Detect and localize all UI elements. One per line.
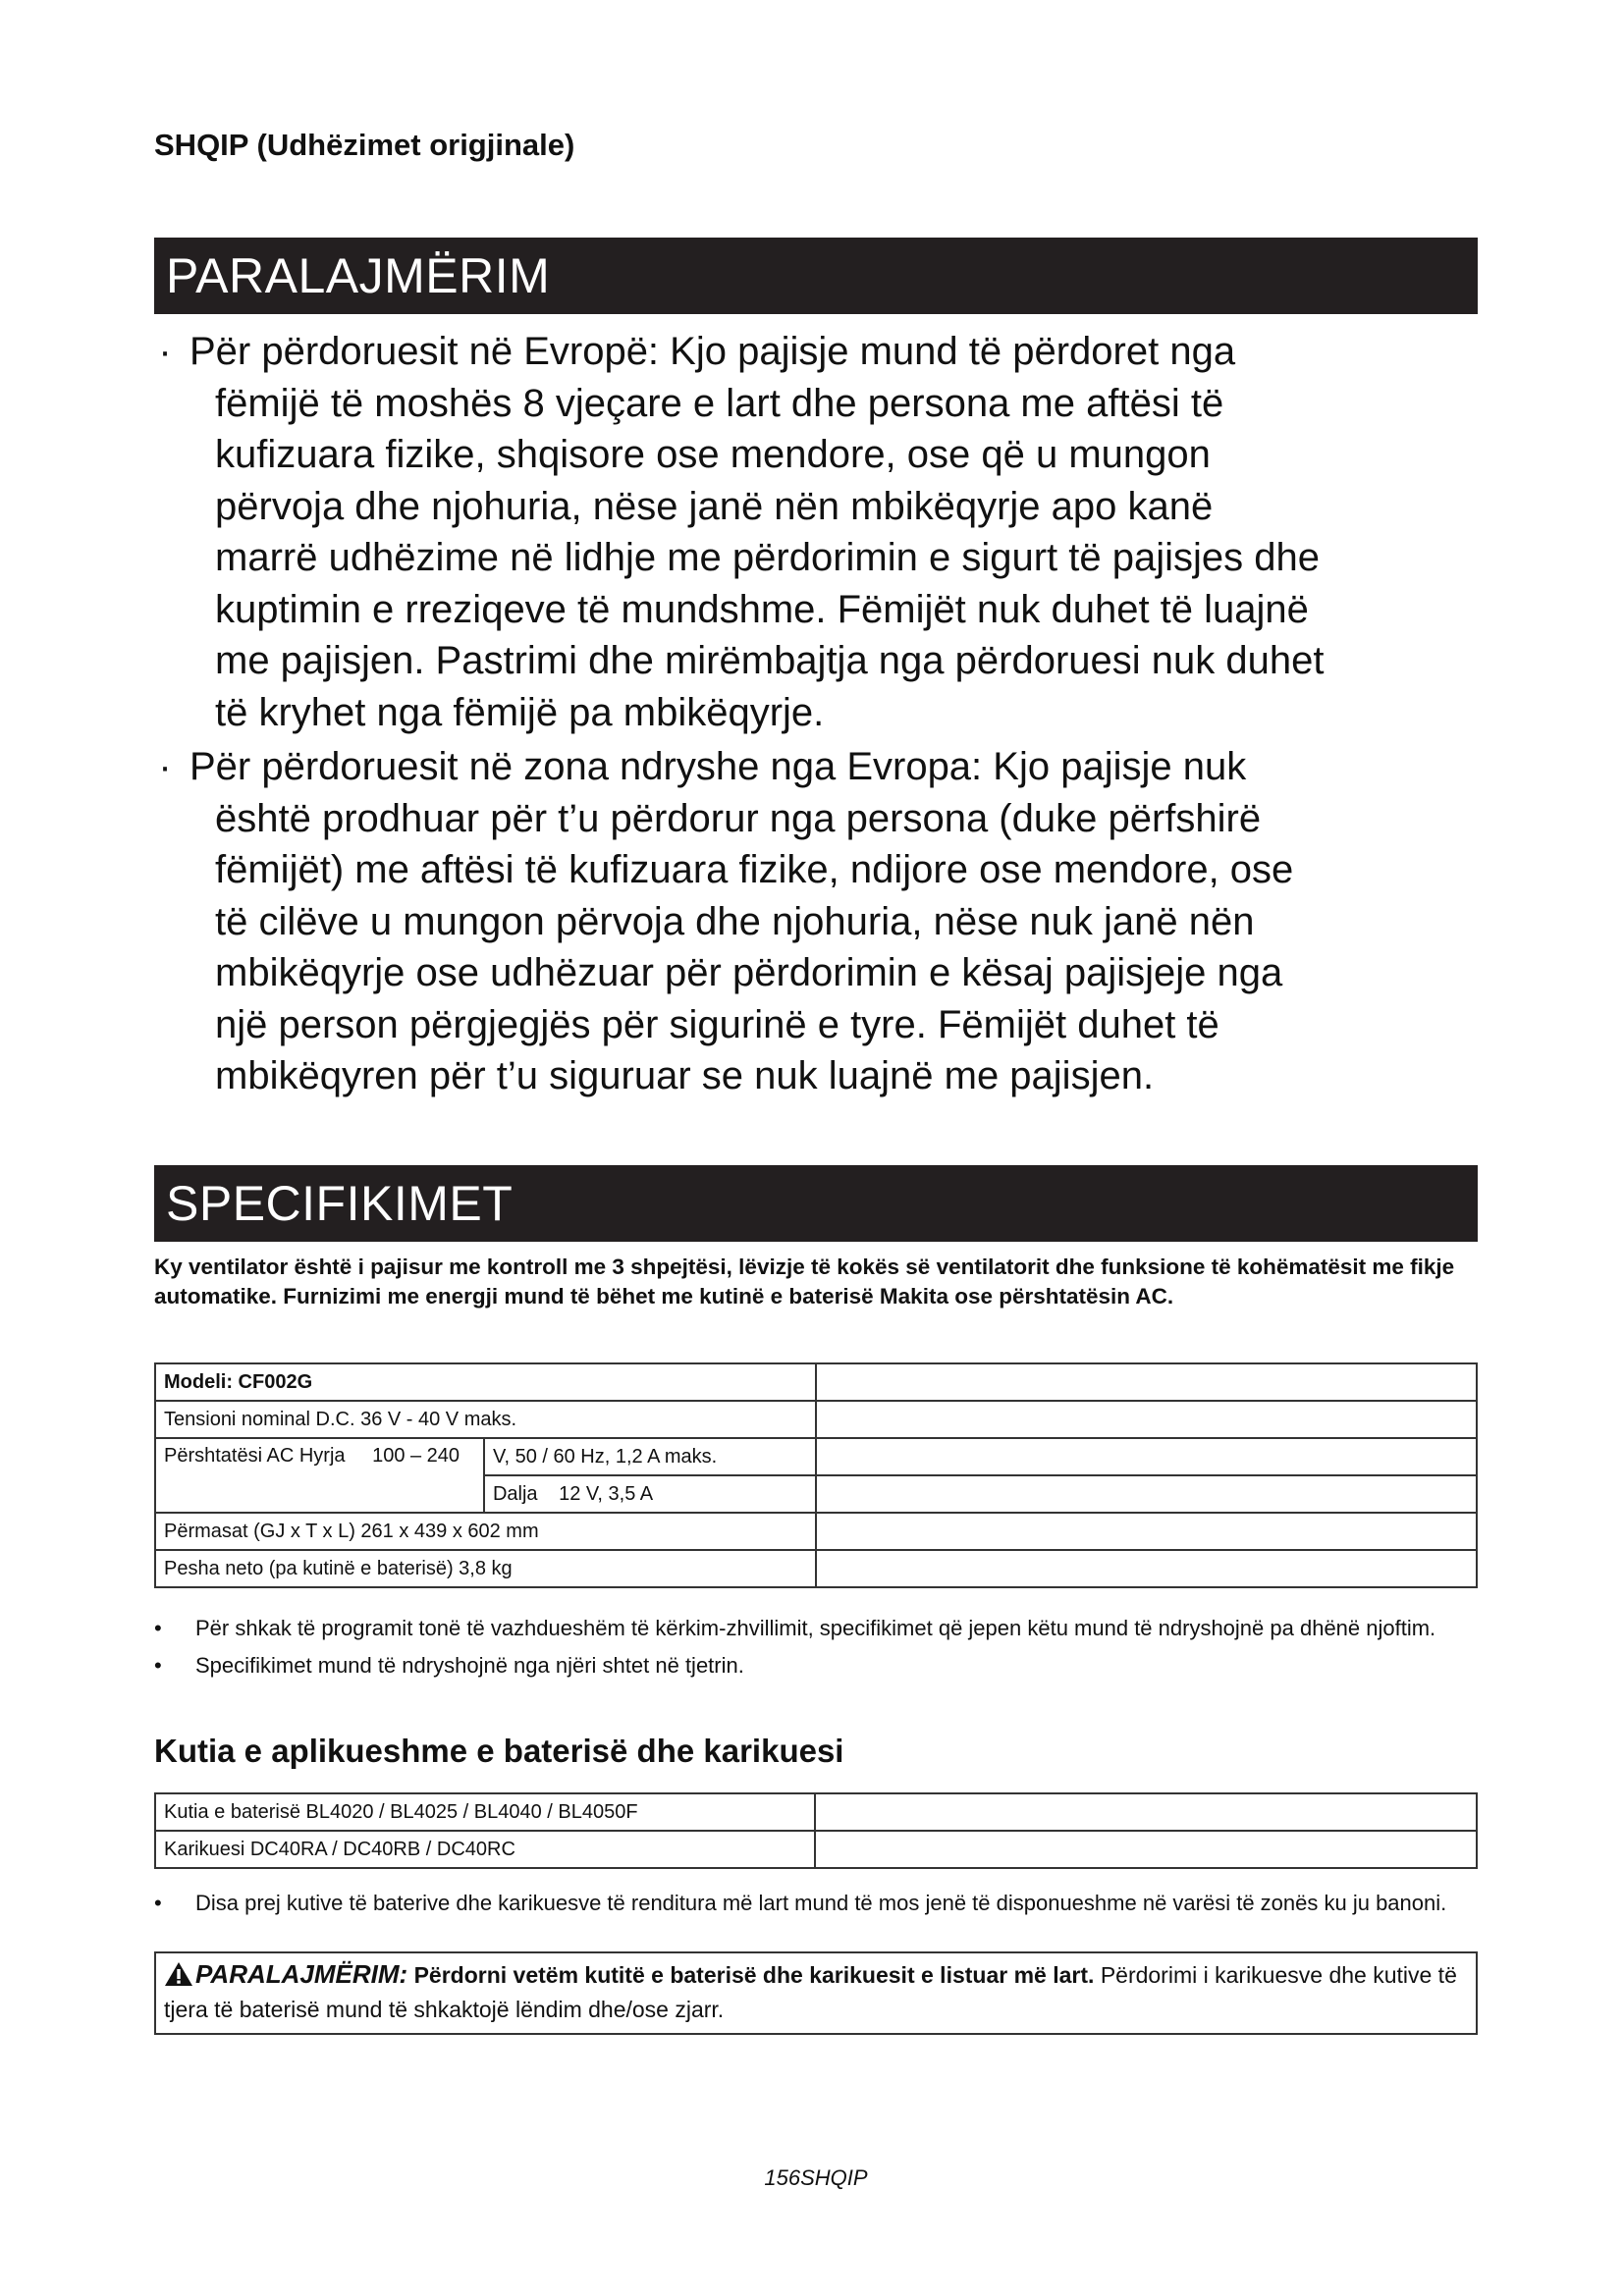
table-row [155, 1401, 1477, 1438]
model-cell: Modeli: CF002G [155, 1363, 816, 1401]
warning-line: një person përgjegjës për sigurinë e tyre. Fëmijët duhet të [215, 1002, 1219, 1046]
bullet: · [158, 330, 172, 373]
adapter-output-cell [484, 1475, 816, 1513]
note-text: Specifikimet mund të ndryshojnë nga njëri shtet në tjetrin. [195, 1653, 744, 1678]
battery-table [154, 1792, 1478, 1869]
warning-item-europe [154, 326, 1478, 738]
warning-text: Përdorimi i karikuesve dhe kutive të tjera të baterisë mund të shkaktojë lëndim dhe/ose zjarr. [164, 1962, 1457, 2022]
spec-notes [154, 1614, 1478, 1688]
adapter-input-a: 100 – 240 [372, 1445, 460, 1467]
warning-line: përvoja dhe njohuria, nëse janë nën mbikëqyrje apo kanë [215, 484, 1214, 528]
note-text: Për shkak të programit tonë të vazhdueshëm të kërkim-zhvillimit, specifikimet që jepen këtu mund të ndryshojnë pa dhënë njoftim. [195, 1616, 1436, 1640]
warning-line: është prodhuar për t’u përdorur nga persona (duke përfshirë [215, 796, 1262, 840]
warning-line: të cilëve u mungon përvoja dhe njohuria, nëse nuk janë nën [215, 899, 1255, 943]
warning-list [154, 326, 1478, 1102]
voltage-cell: Tensioni nominal D.C. 36 V - 40 V maks. [155, 1401, 816, 1438]
battery-cell: Kutia e baterisë BL4020 / BL4025 / BL4040 / BL4050F [155, 1793, 815, 1831]
warning-line: fëmijë të moshës 8 vjeçare e lart dhe persona me aftësi të [215, 381, 1224, 425]
warning-label: PARALAJMËRIM: [195, 1959, 408, 1989]
warning-line: kufizuara fizike, shqisore ose mendore, ose që u mungon [215, 433, 1211, 476]
warning-triangle-icon [164, 1961, 193, 1995]
warning-line: marrë udhëzime në lidhje me përdorimin e sigurt të pajisjes dhe [215, 536, 1320, 579]
note-item [154, 1651, 1478, 1680]
adapter-label-cell [155, 1438, 484, 1513]
adapter-label: Përshtatësi AC Hyrja [164, 1445, 346, 1467]
bullet: • [154, 1653, 162, 1678]
table-row [155, 1550, 1477, 1587]
empty-cell [816, 1438, 1477, 1475]
table-row [155, 1793, 1477, 1831]
battery-warning-box [154, 1951, 1478, 2035]
empty-cell [815, 1793, 1477, 1831]
bullet: • [154, 1616, 162, 1640]
empty-cell [816, 1363, 1477, 1401]
warning-line: kuptimin e rreziqeve të mundshme. Fëmijët nuk duhet të luajnë [215, 587, 1309, 631]
warning-bold-text: Përdorni vetëm kutitë e baterisë dhe karikuesit e listuar më lart. [413, 1962, 1095, 1988]
note-item [154, 1889, 1478, 1917]
empty-cell [816, 1513, 1477, 1550]
empty-cell [816, 1475, 1477, 1513]
spec-table [154, 1362, 1478, 1588]
spec-intro: Ky ventilator është i pajisur me kontroll me 3 shpejtësi, lëvizje të kokës së ventilatorit dhe funksione të kohëmatësit me fikje automatike. Furnizimi me energji mund të bëhet me kutinë e baterisë Makita ose përshtatësin AC. [154, 1255, 1455, 1308]
output-label: Dalja [492, 1482, 538, 1505]
warning-heading-banner: PARALAJMËRIM [154, 238, 1478, 314]
charger-cell: Karikuesi DC40RA / DC40RB / DC40RC [155, 1831, 815, 1868]
empty-cell [815, 1831, 1477, 1868]
warning-line: Për përdoruesit në Evropë: Kjo pajisje mund të përdoret nga [189, 330, 1236, 373]
table-row [155, 1363, 1477, 1401]
empty-cell [816, 1550, 1477, 1587]
battery-heading: Kutia e aplikueshme e baterisë dhe karikuesi [154, 1733, 844, 1769]
adapter-input-cell: V, 50 / 60 Hz, 1,2 A maks. [484, 1438, 816, 1475]
dimensions-cell: Përmasat (GJ x T x L) 261 x 439 x 602 mm [155, 1513, 816, 1550]
warning-item-outside-europe [154, 741, 1478, 1102]
table-row [155, 1831, 1477, 1868]
empty-cell [816, 1401, 1477, 1438]
output-value: 12 V, 3,5 A [559, 1482, 654, 1505]
warning-line: fëmijët) me aftësi të kufizuara fizike, ndijore ose mendore, ose [215, 848, 1294, 891]
warning-line: me pajisjen. Pastrimi dhe mirëmbajtja nga përdoruesi nuk duhet [215, 639, 1325, 682]
battery-notes [154, 1889, 1478, 1926]
weight-cell: Pesha neto (pa kutinë e baterisë) 3,8 kg [155, 1550, 816, 1587]
note-text: Disa prej kutive të baterive dhe karikuesve të renditura më lart mund të mos jenë të disponueshme në varësi të zonës ku ju banoni. [195, 1891, 1447, 1915]
table-row [155, 1438, 1477, 1475]
warning-line: mbikëqyren për t’u siguruar se nuk luajnë me pajisjen. [215, 1054, 1155, 1097]
note-item [154, 1614, 1478, 1642]
warning-line: të kryhet nga fëmijë pa mbikëqyrje. [215, 690, 825, 734]
bullet: · [158, 745, 172, 788]
language-title: SHQIP (Udhëzimet origjinale) [154, 128, 575, 162]
bullet: • [154, 1891, 162, 1915]
page-number: 156SHQIP [764, 2165, 868, 2190]
table-row [155, 1513, 1477, 1550]
warning-line: Për përdoruesit në zona ndryshe nga Evropa: Kjo pajisje nuk [189, 745, 1247, 788]
warning-line: mbikëqyrje ose udhëzuar për përdorimin e kësaj pajisjeje nga [215, 951, 1283, 994]
spec-heading-banner: SPECIFIKIMET [154, 1165, 1478, 1242]
